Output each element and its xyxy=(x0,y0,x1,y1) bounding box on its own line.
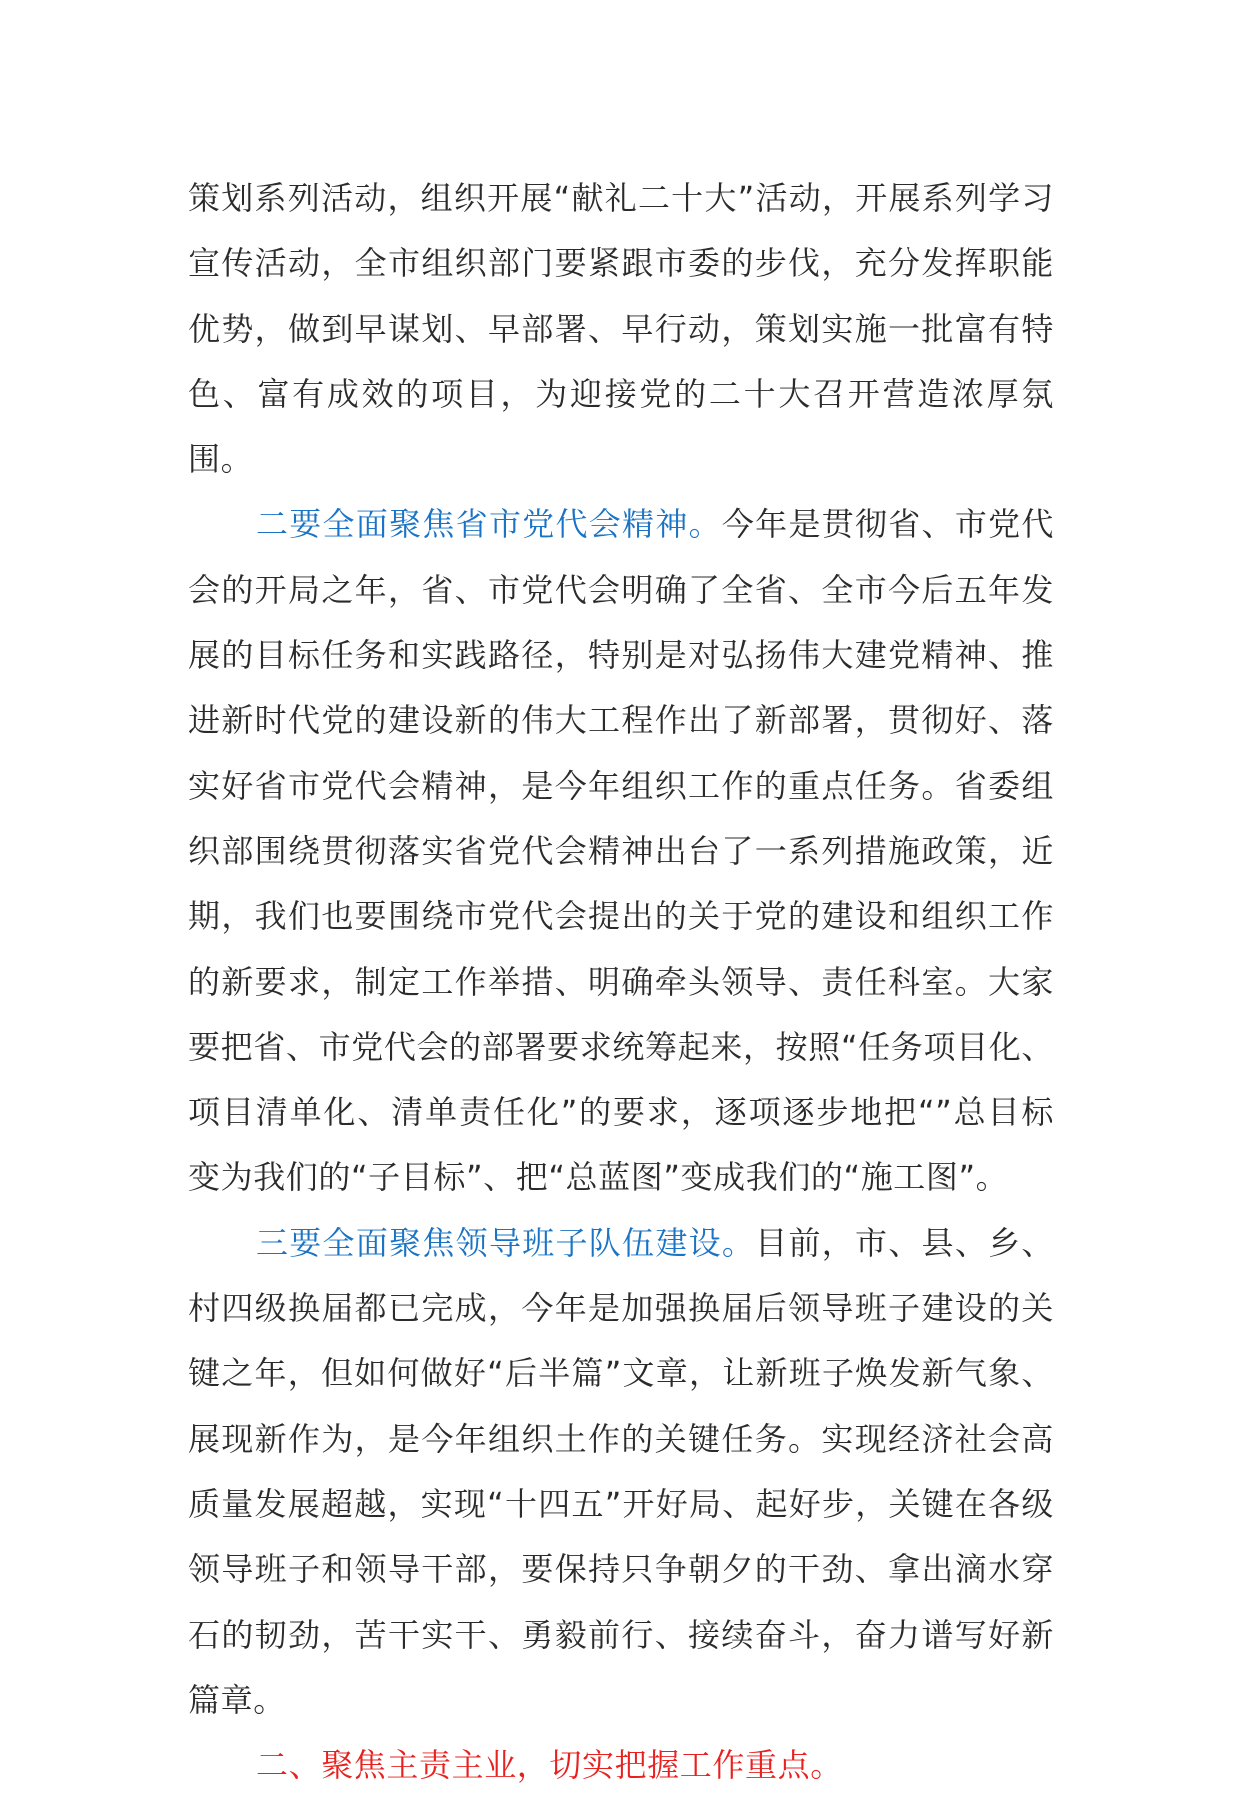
paragraph-text: 策划系列活动，组织开展“献礼二十大”活动，开展系列学习宣传活动，全市组织部门要紧跟市委的步伐，充分发挥职能优势，做到早谋划、早部署、早行动，策划实施一批富有特色、富有成效的项目，为迎接党的二十大召开营造浓厚氛围。 xyxy=(188,179,1054,479)
section-heading xyxy=(188,1733,1054,1798)
paragraph-continuation xyxy=(188,166,1054,492)
section-heading-text: 二、聚焦主责主业，切实把握工作重点。 xyxy=(256,1746,843,1785)
subheading-party-congress: 二要全面聚焦省市党代会精神。 xyxy=(256,505,722,544)
subheading-leadership-team: 三要全面聚焦领导班子队伍建设。 xyxy=(256,1223,756,1262)
paragraph-text: 今年是贯彻省、市党代会的开局之年，省、市党代会明确了全省、全市今后五年发展的目标任务和实践路径，特别是对弘扬伟大建党精神、推进新时代党的建设新的伟大工程作出了新部署，贯彻好、落实好省市党代会精神，是今年组织工作的重点任务。省委组织部围绕贯彻落实省党代会精神出台了一系列措施政策，近期，我们也要围绕市党代会提出的关于党的建设和组织工作的新要求，制定工作举措、明确牵头领导、责任科室。大家要把省、市党代会的部署要求统筹起来，按照“任务项目化、项目清单化、清单责任化”的要求，逐项逐步地把“”总目标变为我们的“子目标”、把“总蓝图”变成我们的“施工图”。 xyxy=(188,505,1054,1197)
paragraph-text: 目前，市、县、乡、村四级换届都已完成，今年是加强换届后领导班子建设的关键之年，但如何做好“后半篇”文章，让新班子焕发新气象、展现新作为，是今年组织土作的关键任务。实现经济社会高质量发展超越，实现“十四五”开好局、起好步，关键在各级领导班子和领导干部，要保持只争朝夕的干劲、拿出滴水穿石的韧劲，苦干实干、勇毅前行、接续奋斗，奋力谱写好新篇章。 xyxy=(188,1223,1054,1719)
paragraph-leadership-team xyxy=(188,1211,1054,1733)
paragraph-party-congress xyxy=(188,492,1054,1210)
document-body xyxy=(188,166,1054,1798)
